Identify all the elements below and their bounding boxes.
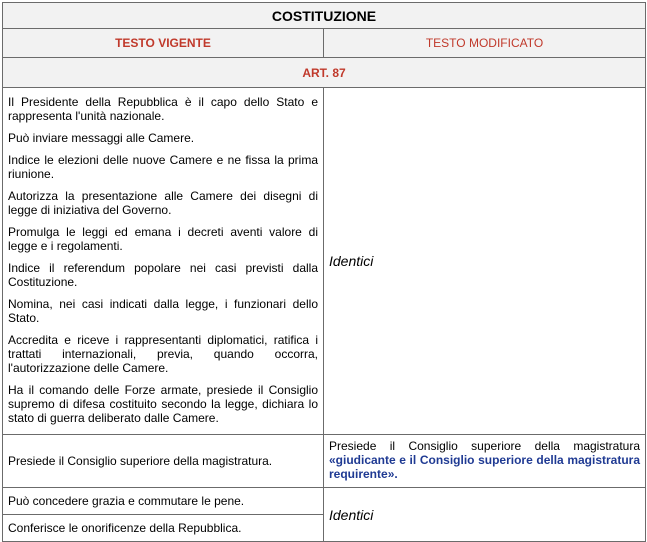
csm-modificato-prefix: Presiede il Consiglio superiore della magistratura	[329, 439, 641, 453]
onorificenze-cell: Conferisce le onorificenze della Repubblica.	[3, 515, 324, 542]
column-header-vigente: TESTO VIGENTE	[3, 29, 324, 58]
vigente-text-cell	[3, 88, 324, 435]
csm-modificato-suffix: ».	[387, 467, 398, 481]
vigente-paragraph: Accredita e riceve i rappresentanti diplomatici, ratifica i trattati internazionali, previa, quando occorra, l'autorizzazione delle Camere.	[8, 333, 318, 375]
vigente-paragraph: Promulga le leggi ed emana i decreti aventi valore di legge e i regolamenti.	[8, 225, 318, 253]
vigente-paragraph: Indice il referendum popolare nei casi previsti dalla Costituzione.	[8, 261, 318, 289]
vigente-paragraph: Nomina, nei casi indicati dalla legge, i funzionari dello Stato.	[8, 297, 318, 325]
identici-cell-2: Identici	[324, 488, 646, 542]
csm-modificato-highlight: «giudicante	[329, 453, 396, 467]
column-header-modificato: TESTO MODIFICATO	[324, 29, 646, 58]
vigente-paragraph: Il Presidente della Repubblica è il capo dello Stato e rappresenta l'unità nazionale.	[8, 95, 318, 123]
table-title: COSTITUZIONE	[3, 3, 646, 29]
vigente-paragraph: Autorizza la presentazione alle Camere dei disegni di legge di iniziativa del Governo.	[8, 189, 318, 217]
identici-cell: Identici	[324, 88, 646, 435]
grazia-cell: Può concedere grazia e commutare le pene.	[3, 488, 324, 515]
constitution-comparison-table	[2, 2, 646, 542]
vigente-paragraph: Ha il comando delle Forze armate, presiede il Consiglio supremo di difesa costituito secondo la legge, dichiara lo stato di guerra deliberato dalle Camere.	[8, 383, 318, 425]
csm-vigente-cell: Presiede il Consiglio superiore della magistratura.	[3, 435, 324, 488]
article-heading: ART. 87	[3, 58, 646, 88]
vigente-paragraph: Può inviare messaggi alle Camere.	[8, 131, 195, 145]
csm-modificato-mid: e il Consiglio superiore della magistratura requirente	[329, 453, 641, 481]
csm-modificato-cell	[324, 435, 646, 488]
vigente-paragraph: Indice le elezioni delle nuove Camere e ne fissa la prima riunione.	[8, 153, 318, 181]
